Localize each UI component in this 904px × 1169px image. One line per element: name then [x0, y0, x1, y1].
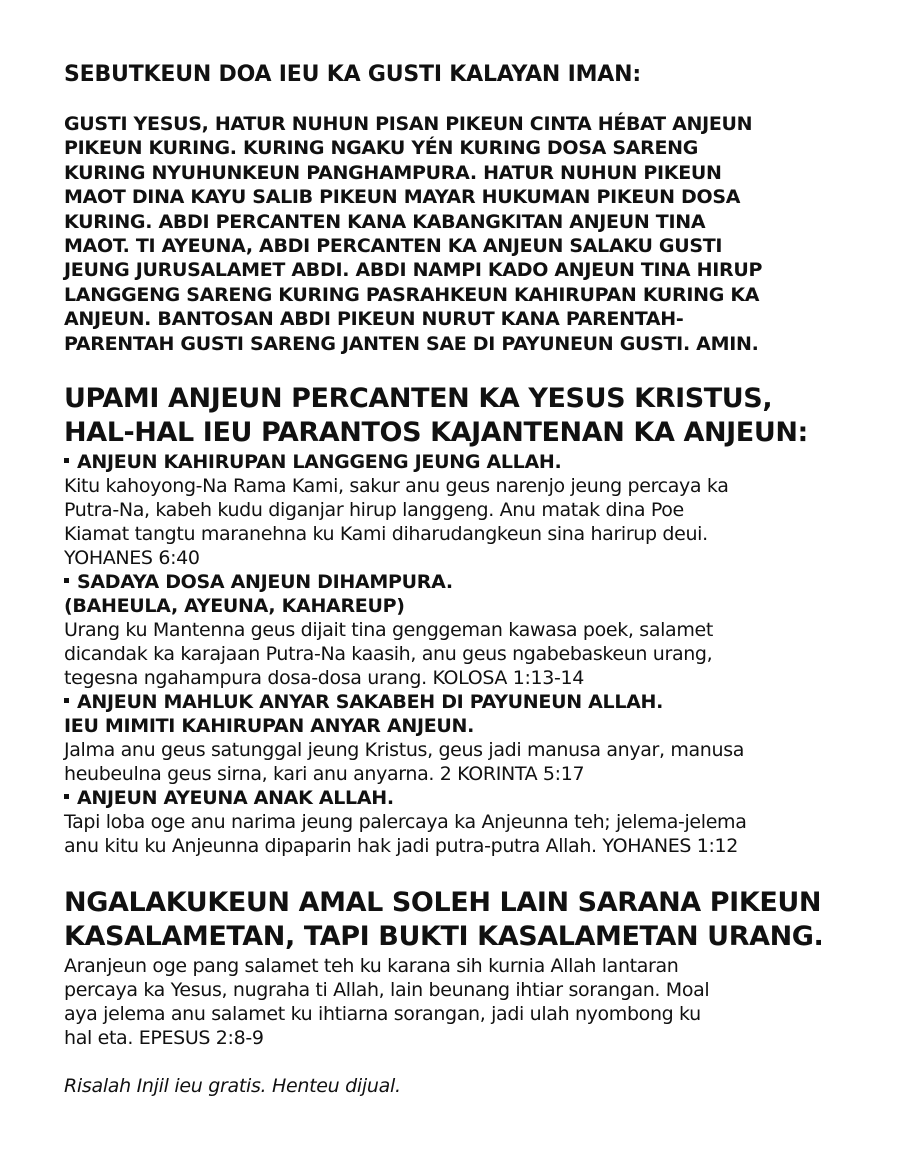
point-body [64, 810, 864, 858]
prayer-line: JEUNG JURUSALAMET ABDI. ABDI NAMPI KADO ANJEUN TINA HIRUP [64, 259, 763, 282]
point-heading-text: ANJEUN MAHLUK ANYAR SAKABEH DI PAYUNEUN ALLAH. [77, 691, 664, 714]
point-sins-forgiven [64, 570, 864, 690]
point-eternal-life [64, 450, 864, 570]
works-heading [64, 886, 864, 954]
body-line: tegesna ngahampura dosa-dosa urang. KOLOSA 1:13-14 [64, 667, 584, 690]
tract-page [64, 60, 864, 1098]
point-heading-text: IEU MIMITI KAHIRUPAN ANYAR ANJEUN. [64, 715, 475, 738]
bullet-icon [64, 794, 69, 799]
works-body [64, 954, 864, 1050]
point-heading [64, 690, 864, 738]
prayer-line: KURING. ABDI PERCANTEN KANA KABANGKITAN ANJEUN TINA [64, 210, 706, 233]
body-line: dicandak ka karajaan Putra-Na kaasih, anu geus ngabebaskeun urang, [64, 643, 713, 666]
works-heading-line: KASALAMETAN, TAPI BUKTI KASALAMETAN URANG. [64, 921, 824, 953]
works-section [64, 886, 864, 1050]
body-line: Jalma anu geus satunggal jeung Kristus, geus jadi manusa anyar, manusa [64, 739, 745, 762]
works-heading-line: NGALAKUKEUN AMAL SOLEH LAIN SARANA PIKEUN [64, 887, 822, 919]
bullet-icon [64, 578, 69, 583]
body-line: YOHANES 6:40 [64, 547, 200, 570]
body-line: Aranjeun oge pang salamet teh ku karana sih kurnia Allah lantaran [64, 955, 679, 978]
body-line: Kiamat tangtu maranehna ku Kami diharudangkeun sina harirup deui. [64, 523, 708, 546]
believe-section [64, 382, 864, 858]
body-line: Kitu kahoyong-Na Rama Kami, sakur anu geus narenjo jeung percaya ka [64, 475, 729, 498]
point-heading-text: SADAYA DOSA ANJEUN DIHAMPURA. [77, 571, 453, 594]
point-child-of-god [64, 786, 864, 858]
prayer-line: ANJEUN. BANTOSAN ABDI PIKEUN NURUT KANA PARENTAH- [64, 308, 684, 331]
point-body [64, 738, 864, 786]
point-new-creation [64, 690, 864, 786]
prayer-line: KURING NYUHUNKEUN PANGHAMPURA. HATUR NUHUN PIKEUN [64, 161, 722, 184]
point-heading-text: (BAHEULA, AYEUNA, KAHAREUP) [64, 595, 405, 618]
prayer-text [64, 112, 864, 356]
point-heading [64, 786, 864, 810]
point-heading [64, 450, 864, 474]
point-body [64, 618, 864, 690]
body-line: Putra-Na, kabeh kudu diganjar hirup langgeng. Anu matak dina Poe [64, 499, 684, 522]
body-line: Urang ku Mantenna geus dijait tina genggeman kawasa poek, salamet [64, 619, 713, 642]
point-heading-text: ANJEUN AYEUNA ANAK ALLAH. [77, 787, 394, 810]
footer-note: Risalah Injil ieu gratis. Henteu dijual. [64, 1075, 401, 1098]
body-line: Tapi loba oge anu narima jeung palercaya ka Anjeunna teh; jelema-jelema [64, 811, 747, 834]
body-line: hal eta. EPESUS 2:8-9 [64, 1027, 264, 1050]
point-body [64, 474, 864, 570]
believe-heading-line: HAL-HAL IEU PARANTOS KAJANTENAN KA ANJEUN: [64, 417, 808, 449]
bullet-icon [64, 698, 69, 703]
prayer-line: PARENTAH GUSTI SARENG JANTEN SAE DI PAYUNEUN GUSTI. AMIN. [64, 332, 759, 355]
believe-heading-line: UPAMI ANJEUN PERCANTEN KA YESUS KRISTUS, [64, 383, 773, 415]
prayer-line: LANGGENG SARENG KURING PASRAHKEUN KAHIRUPAN KURING KA [64, 283, 760, 306]
bullet-icon [64, 458, 69, 463]
point-heading [64, 570, 864, 618]
body-line: aya jelema anu salamet ku ihtiarna sorangan, jadi ulah nyombong ku [64, 1003, 701, 1026]
body-line: percaya ka Yesus, nugraha ti Allah, lain beunang ihtiar sorangan. Moal [64, 979, 710, 1002]
prayer-line: PIKEUN KURING. KURING NGAKU YÉN KURING DOSA SARENG [64, 137, 699, 160]
prayer-line: GUSTI YESUS, HATUR NUHUN PISAN PIKEUN CINTA HÉBAT ANJEUN [64, 113, 753, 135]
believe-heading [64, 382, 864, 450]
body-line: anu kitu ku Anjeunna dipaparin hak jadi putra-putra Allah. YOHANES 1:12 [64, 835, 739, 858]
body-line: heubeulna geus sirna, kari anu anyarna. 2 KORINTA 5:17 [64, 763, 585, 786]
prayer-heading: SEBUTKEUN DOA IEU KA GUSTI KALAYAN IMAN: [64, 62, 641, 87]
point-heading-text: ANJEUN KAHIRUPAN LANGGENG JEUNG ALLAH. [77, 451, 562, 474]
prayer-line: MAOT DINA KAYU SALIB PIKEUN MAYAR HUKUMAN PIKEUN DOSA [64, 186, 741, 209]
prayer-line: MAOT. TI AYEUNA, ABDI PERCANTEN KA ANJEUN SALAKU GUSTI [64, 235, 723, 258]
